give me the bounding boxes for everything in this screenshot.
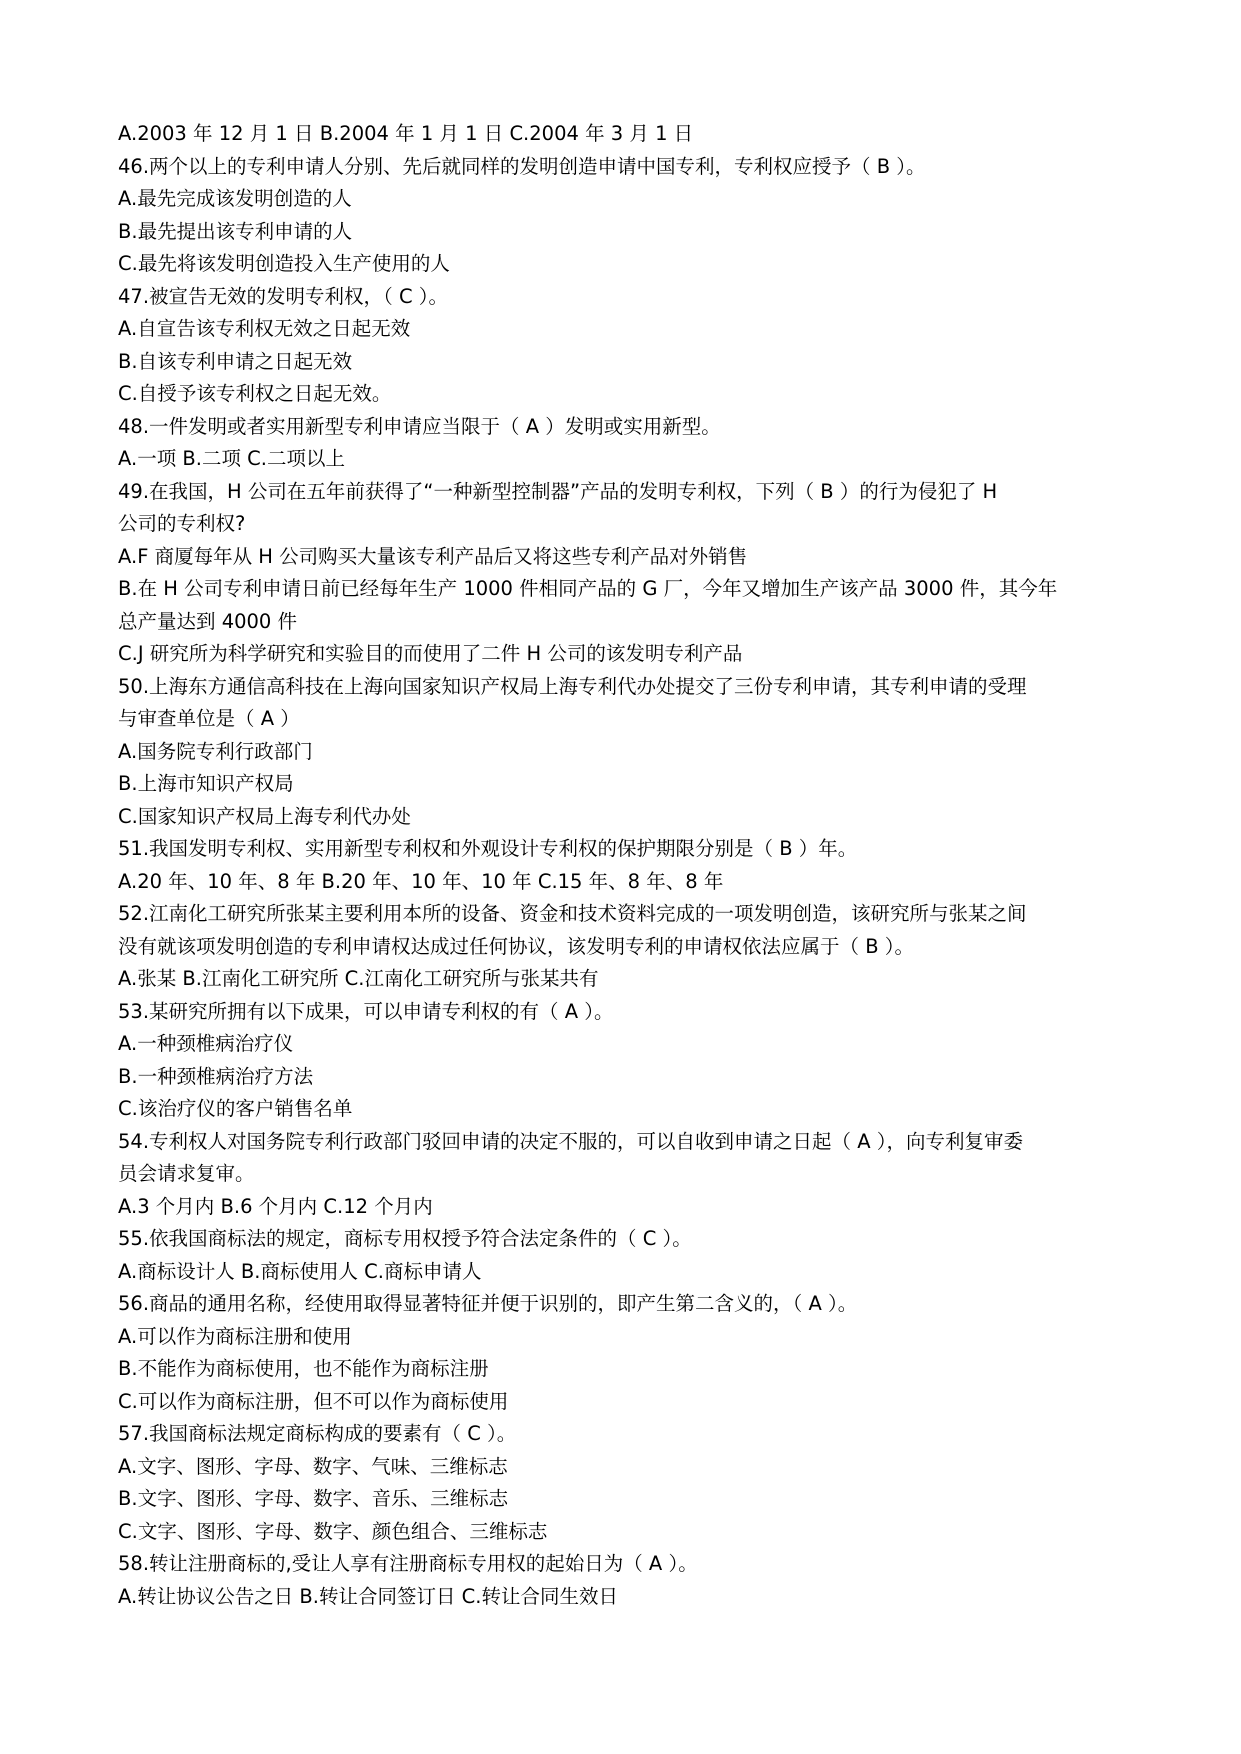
text-line: B.自该专利申请之日起无效 [118,349,353,373]
text-line: 与审查单位是（ A ） [118,707,300,730]
text-line: 56.商品的通用名称，经使用取得显著特征并便于识别的，即产生第二含义的，（ A ）。 [118,1292,858,1315]
text-line: 55.依我国商标法的规定，商标专用权授予符合法定条件的（ C ）。 [118,1227,692,1250]
text-line: A.国务院专利行政部门 [118,739,313,763]
text-line: B.不能作为商标使用，也不能作为商标注册 [118,1357,489,1380]
text-line: 公司的专利权? [118,512,246,535]
text-line: A.商标设计人 B.商标使用人 C.商标申请人 [118,1259,482,1283]
text-line: 52.江南化工研究所张某主要利用本所的设备、资金和技术资料完成的一项发明创造，该研究所与张某之间 [118,902,1027,925]
text-line: A.文字、图形、字母、数字、气味、三维标志 [118,1454,508,1478]
text-line: C.该治疗仪的客户销售名单 [118,1097,353,1120]
text-line: A.3 个月内 B.6 个月内 C.12 个月内 [118,1194,433,1218]
text-line: 46.两个以上的专利申请人分别、先后就同样的发明创造申请中国专利，专利权应授予（ B ）。 [118,154,926,178]
text-line: 50.上海东方通信高科技在上海向国家知识产权局上海专利代办处提交了三份专利申请，其专利申请的受理 [118,674,1027,698]
text-line: A.20 年、10 年、8 年 B.20 年、10 年、10 年 C.15 年、8 年、8 年 [118,869,724,893]
text-line: 没有就该项发明创造的专利申请权达成过任何协议，该发明专利的申请权依法应属于（ B ）。 [118,934,915,958]
text-line: B.上海市知识产权局 [118,772,294,795]
text-line: A.张某 B.江南化工研究所 C.江南化工研究所与张某共有 [118,967,599,990]
text-line: A.一种颈椎病治疗仪 [118,1032,294,1055]
text-line: C.最先将该发明创造投入生产使用的人 [118,252,450,275]
text-line: C.自授予该专利权之日起无效。 [118,382,392,405]
text-line: 48.一件发明或者实用新型专利申请应当限于（ A ）发明或实用新型。 [118,414,721,438]
text-line: 总产量达到 4000 件 [118,609,298,633]
text-line: C.文字、图形、字母、数字、颜色组合、三维标志 [118,1519,548,1543]
text-line: B.在 H 公司专利申请日前已经每年生产 1000 件相同产品的 G 厂，今年又增加生产该产品 3000 件，其今年 [118,577,1058,600]
text-line: 57.我国商标法规定商标构成的要素有（ C ）。 [118,1422,517,1445]
text-line: A.自宣告该专利权无效之日起无效 [118,317,411,340]
text-line: A.2003 年 12 月 1 日 B.2004 年 1 月 1 日 C.2004 年 3 月 1 日 [118,122,694,145]
text-line: 员会请求复审。 [118,1162,255,1185]
text-line: A.最先完成该发明创造的人 [118,187,352,210]
text-line: C.J 研究所为科学研究和实验目的而使用了二件 H 公司的该发明专利产品 [118,642,743,665]
text-line: B.一种颈椎病治疗方法 [118,1064,314,1088]
text-line: 54.专利权人对国务院专利行政部门驳回申请的决定不服的，可以自收到申请之日起（ A ），向专利复审委 [118,1129,1023,1153]
document-page [118,118,1128,1613]
text-line: 49.在我国，H 公司在五年前获得了“一种新型控制器”产品的发明专利权，下列（ B ）的行为侵犯了 H [118,479,998,503]
text-line: 58.转让注册商标的,受让人享有注册商标专用权的起始日为（ A ）。 [118,1552,698,1575]
text-line: A.转让协议公告之日 B.转让合同签订日 C.转让合同生效日 [118,1584,618,1608]
text-line: 51.我国发明专利权、实用新型专利权和外观设计专利权的保护期限分别是（ B ）年。 [118,837,858,860]
text-line: B.文字、图形、字母、数字、音乐、三维标志 [118,1487,509,1510]
text-line: A.F 商厦每年从 H 公司购买大量该专利产品后又将这些专利产品对外销售 [118,544,748,568]
text-line: 47.被宣告无效的发明专利权，（ C ）。 [118,284,449,308]
text-line: A.一项 B.二项 C.二项以上 [118,447,345,470]
text-line: B.最先提出该专利申请的人 [118,219,353,243]
text-line: C.国家知识产权局上海专利代办处 [118,804,411,828]
text-line: A.可以作为商标注册和使用 [118,1324,352,1348]
text-line: 53.某研究所拥有以下成果，可以申请专利权的有（ A ）。 [118,999,614,1023]
text-line: C.可以作为商标注册，但不可以作为商标使用 [118,1389,509,1413]
